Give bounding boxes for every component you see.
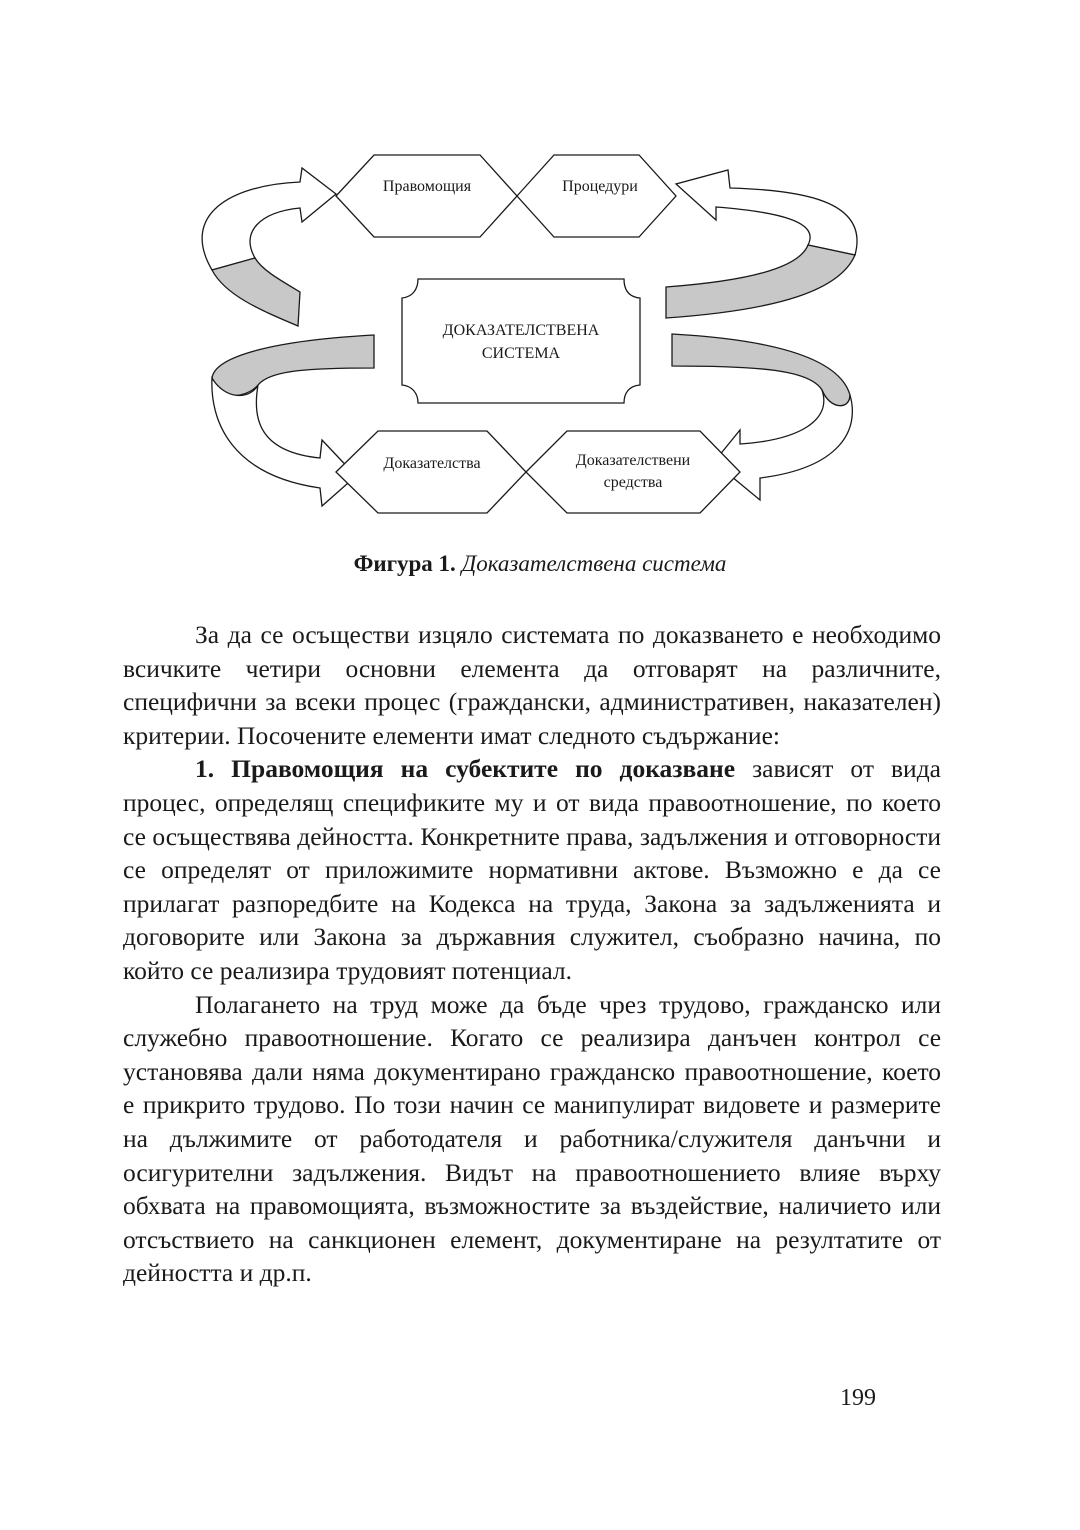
hexagon-powers	[336, 155, 517, 237]
body-text	[123, 618, 941, 1290]
line: отговорности се определят от приложимите нормативни актове. Въз	[123, 821, 941, 885]
line: данъчни и осигурителни задължения. Видът на правоотношението	[123, 1123, 942, 1187]
line: на резултатите от дейността и др.п.	[123, 1224, 942, 1288]
hexagon-procedures	[517, 155, 676, 237]
line: зависят от вида	[735, 754, 941, 784]
line: процес, определящ спецификите му и от вида правоотношение, по	[123, 787, 873, 817]
figure-label: Фигура 1.	[353, 551, 456, 576]
line: което се осъществява дейността. Конкретните права, задължения и	[123, 787, 941, 851]
line: можно е да се прилагат разпоредбите на Кодекса на труда, Закона за	[123, 855, 942, 918]
line: или служебно правоотношение. Когато се реализира данъчен контрол	[123, 989, 941, 1053]
arrow-top-right	[666, 170, 857, 318]
paragraph-2	[123, 752, 941, 987]
center-plaque	[402, 279, 640, 403]
paragraph-1	[123, 618, 941, 752]
figure-caption	[0, 548, 1080, 580]
line: За да се осъществи изцяло системата по доказването е необ	[195, 620, 862, 649]
line: жание:	[705, 720, 780, 750]
bold-heading: 1. Правомощия на субектите по доказване	[195, 754, 736, 784]
label-evidence: Доказателства	[383, 455, 481, 472]
arrow-top-left	[202, 168, 336, 326]
line: влияе върху обхвата на правомощията, възможностите за въздействие,	[123, 1157, 942, 1221]
line: наличието или отсъствието на санкционен елемент, документиране	[123, 1191, 941, 1254]
label-center-line1: ДОКАЗАТЕЛСТВЕНА	[442, 322, 600, 339]
line: се установява дали няма документирано гражданско правоотношение,	[123, 1023, 942, 1086]
page-number: 199	[840, 1385, 876, 1411]
line: съобразно начина, по който се реализира трудовият потенциал.	[123, 922, 942, 985]
label-procedures: Процедури	[562, 178, 638, 195]
label-powers: Правомощия	[382, 178, 472, 195]
label-means-line2: средства	[603, 474, 663, 491]
line: ните, специфични за всеки процес (граждански, административен,	[123, 653, 941, 717]
label-means-line1: Доказателствени	[575, 452, 691, 469]
paragraph-3	[123, 988, 941, 1290]
evidentiary-system-diagram	[0, 0, 1080, 540]
line: и размерите на дължимите от работодателя и работника/служителя	[123, 1090, 941, 1153]
line: задълженията и договорите или Закона за държавния служител,	[123, 888, 942, 952]
line: което е прикрито трудово. По този начин се манипулират видовете	[123, 1056, 942, 1120]
label-center-line2: СИСТЕМА	[481, 345, 561, 362]
line: ходимо всичките четири основни елемента да отговарят на различ	[123, 620, 941, 683]
hexagon-means-of-evidence	[526, 431, 740, 513]
line: Полагането на труд може да бъде чрез трудово, гражданско	[195, 989, 889, 1019]
figure-title: Доказателствена система	[461, 551, 727, 576]
hexagon-evidence	[336, 431, 526, 513]
line: наказателен) критерии. Посочените елементи имат следното съдър	[123, 687, 941, 750]
